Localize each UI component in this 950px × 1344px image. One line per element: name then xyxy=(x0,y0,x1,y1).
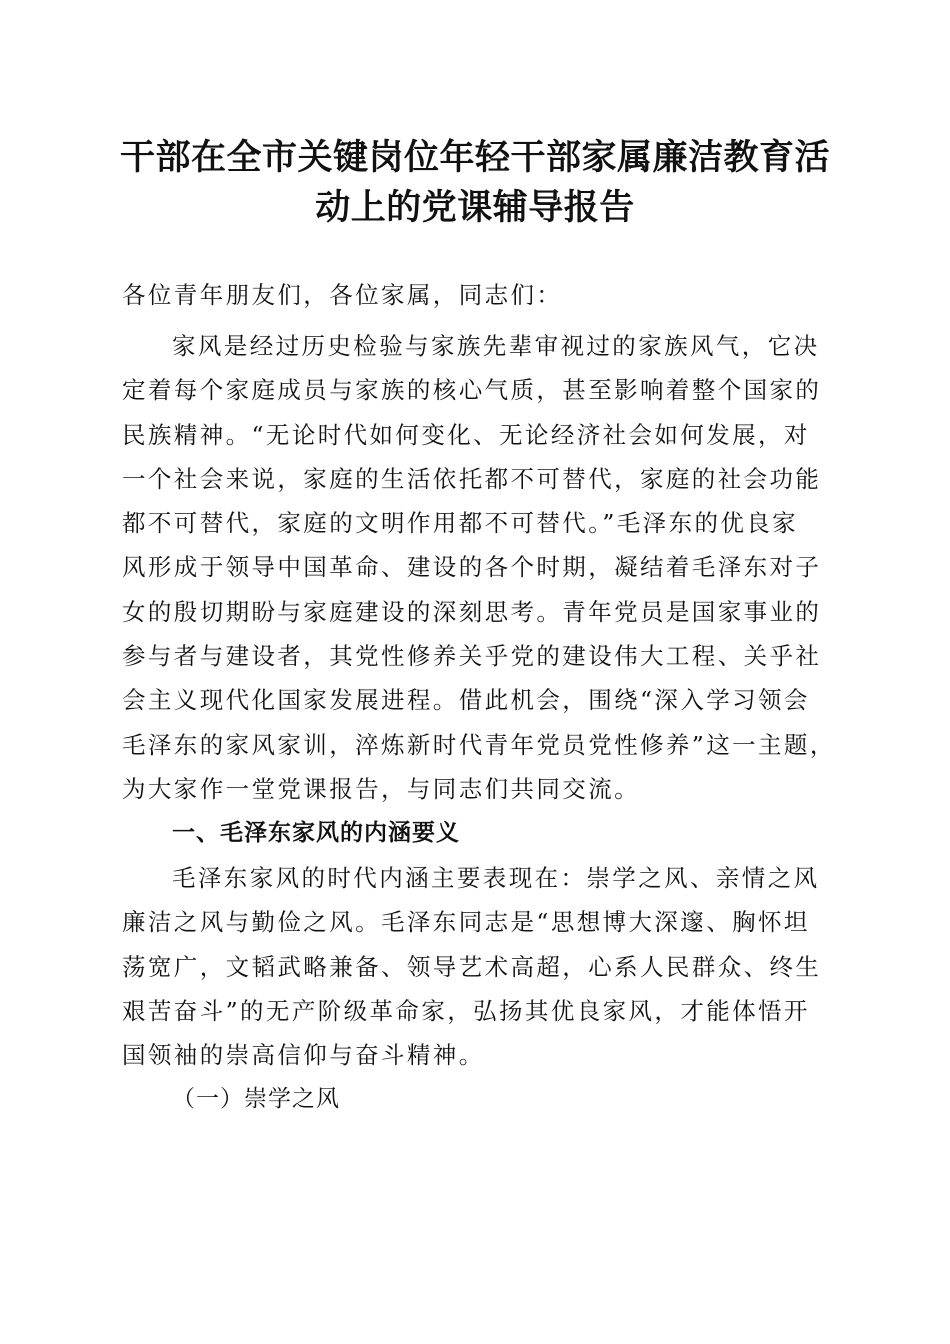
document-title xyxy=(90,133,860,233)
paragraph-1-line: 定着每个家庭成员与家族的核心气质，甚至影响着整个国家的 xyxy=(122,376,822,405)
paragraph-1-line: 会主义现代化国家发展进程。借此机会，围绕“深入学习领会 xyxy=(122,686,810,715)
paragraph-2-line: 毛泽东家风的时代内涵主要表现在：崇学之风、亲情之风 xyxy=(172,864,820,892)
paragraph-1-line: 一个社会来说，家庭的生活依托都不可替代，家庭的社会功能 xyxy=(122,464,822,493)
paragraph-1-line: 风形成于领导中国革命、建设的各个时期，凝结着毛泽东对子 xyxy=(122,553,822,582)
paragraph-1-line: 为大家作一堂党课报告，与同志们共同交流。 xyxy=(122,774,640,803)
title-line-1: 干部在全市关键岗位年轻干部家属廉洁教育活 xyxy=(119,137,830,178)
paragraph-2-line: 国领袖的崇高信仰与奋斗精神。 xyxy=(122,1041,485,1070)
paragraph-1 xyxy=(122,324,834,811)
paragraph-2 xyxy=(122,856,834,1077)
subsection-heading-1: （一）崇学之风 xyxy=(172,1086,340,1112)
paragraph-1-line: 女的殷切期盼与家庭建设的深刻思考。青年党员是国家事业的 xyxy=(122,597,822,626)
paragraph-1-line: 参与者与建设者，其党性修养关乎党的建设伟大工程、关乎社 xyxy=(122,642,822,671)
paragraph-2-line: 荡宽广，文韬武略兼备、领导艺术高超，心系人民群众、终生 xyxy=(122,952,822,981)
salutation: 各位青年朋友们，各位家属，同志们： xyxy=(122,281,563,309)
paragraph-1-line: 家风是经过历史检验与家族先辈审视过的家族风气，它决 xyxy=(172,332,820,360)
paragraph-1-line: 民族精神。“无论时代如何变化、无论经济社会如何发展，对 xyxy=(122,420,810,449)
paragraph-1-line: 都不可替代，家庭的文明作用都不可替代。”毛泽东的优良家 xyxy=(122,509,799,538)
title-line-2: 动上的党课辅导报告 xyxy=(315,187,635,228)
section-heading-1: 一、毛泽东家风的内涵要义 xyxy=(172,820,460,846)
paragraph-2-line: 艰苦奋斗”的无产阶级革命家，弘扬其优良家风，才能体悟开 xyxy=(122,996,810,1025)
paragraph-1-line: 毛泽东的家风家训，淬炼新时代青年党员党性修养”这一主题， xyxy=(122,730,836,759)
paragraph-2-line: 廉洁之风与勤俭之风。毛泽东同志是“思想博大深邃、胸怀坦 xyxy=(122,908,810,937)
